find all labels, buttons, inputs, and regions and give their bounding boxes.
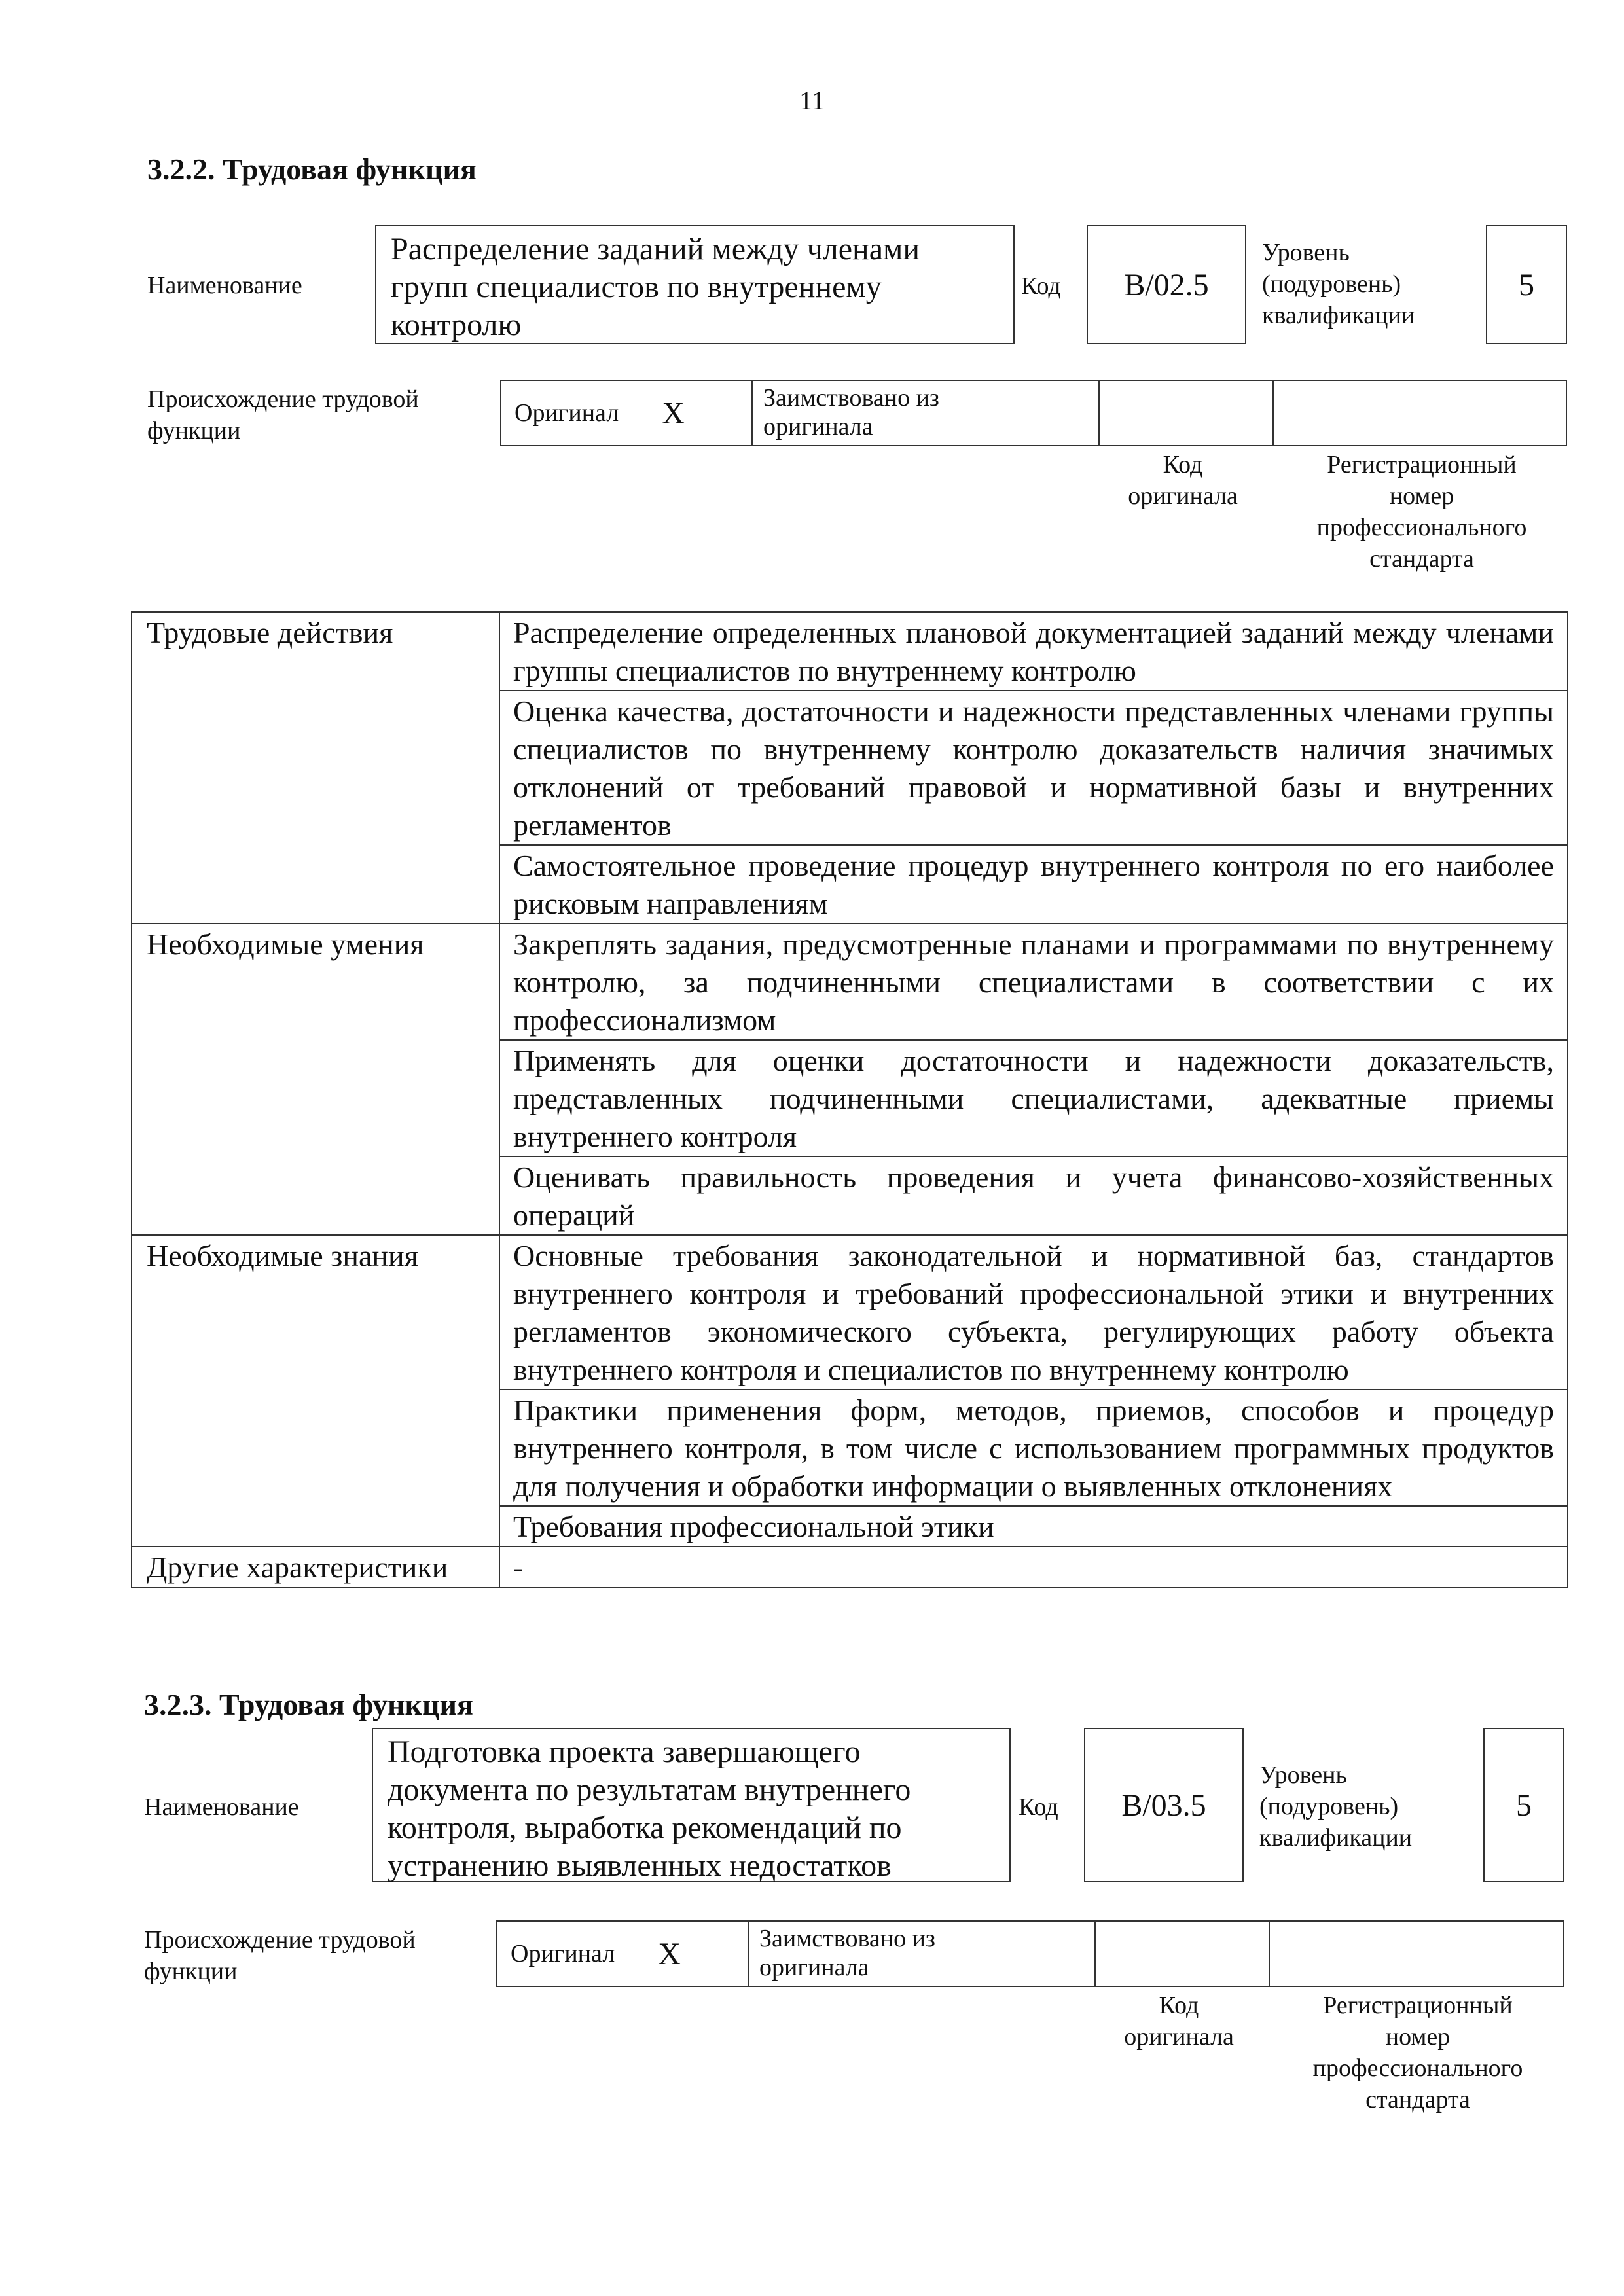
original-cell xyxy=(497,1922,749,1986)
origin-label: Происхождение трудовой функции xyxy=(144,1926,416,1985)
original-mark: X xyxy=(658,1936,681,1971)
qualification-level-label: Уровень (подуровень) квалификации xyxy=(1262,239,1415,329)
table-cell: Оценка качества, достаточности и надежности представленных членами группы специалистов по внутреннему контролю доказательств наличия значимых отклонений от требований правовой и нормативной базы и внутренних регламентов xyxy=(499,691,1568,845)
function-name-line: документа по результатам внутреннего xyxy=(388,1772,911,1807)
section-heading-3-2-2: 3.2.2. Трудовая функция xyxy=(147,152,477,186)
table-row xyxy=(132,924,1568,1040)
row-label-labor-actions: Трудовые действия xyxy=(132,612,499,924)
code-original-caption: Код оригинала xyxy=(1128,451,1238,510)
qualification-level-value: 5 xyxy=(1516,1787,1532,1823)
table-cell: Требования профессиональной этики xyxy=(499,1506,1568,1547)
name-label: Наименование xyxy=(144,1793,299,1821)
table-cell: Основные требования законодательной и нормативной баз, стандартов внутреннего контроля и требований профессиональной этики и внутренних регламентов экономического субъекта, регулирующих работу объекта внутреннего контроля и специалистов по внутреннему контролю xyxy=(499,1235,1568,1390)
table-row xyxy=(132,1235,1568,1390)
borrowed-cell: Заимствовано из оригинала xyxy=(753,381,1100,445)
section-heading-3-2-3: 3.2.3. Трудовая функция xyxy=(144,1688,473,1721)
table-cell: Оценивать правильность проведения и учета финансово-хозяйственных операций xyxy=(499,1157,1568,1235)
code-label: Код xyxy=(1019,1793,1058,1821)
function-name-line: Распределение заданий между членами xyxy=(391,232,920,266)
borrowed-cell: Заимствовано из оригинала xyxy=(749,1922,1096,1986)
page-number: 11 xyxy=(799,86,825,115)
requirements-table xyxy=(131,611,1568,1588)
code-original-cell xyxy=(1100,381,1274,445)
reg-number-caption: Регистрационный номер профессионального стандарта xyxy=(1312,1992,1523,2113)
table-cell: Закреплять задания, предусмотренные планами и программами по внутреннему контролю, за подчиненными специалистами в соответствии с их профессионализмом xyxy=(499,924,1568,1040)
origin-table xyxy=(496,1920,1564,1987)
table-cell: Распределение определенных плановой документацией заданий между членами группы специалистов по внутреннему контролю xyxy=(499,612,1568,691)
function-name-box xyxy=(375,225,1015,344)
name-label: Наименование xyxy=(147,272,302,299)
function-name-box xyxy=(372,1728,1011,1882)
function-name-line: групп специалистов по внутреннему xyxy=(391,270,882,304)
function-name-line: контроля, выработка рекомендаций по xyxy=(388,1810,902,1845)
reg-number-cell xyxy=(1274,381,1566,445)
original-mark: X xyxy=(662,395,685,431)
table-cell: - xyxy=(499,1547,1568,1587)
function-name-line: контролю xyxy=(391,308,522,342)
function-name-line: устранению выявленных недостатков xyxy=(388,1848,892,1883)
code-original-caption: Код оригинала xyxy=(1124,1992,1234,2051)
qualification-level-label: Уровень (подуровень) квалификации xyxy=(1259,1761,1413,1852)
row-label-skills: Необходимые умения xyxy=(132,924,499,1235)
table-cell: Практики применения форм, методов, приемов, способов и процедур внутреннего контроля, в том числе с использованием программных продуктов для получения и обработки информации о выявленных отклонениях xyxy=(499,1390,1568,1506)
table-cell: Применять для оценки достаточности и надежности доказательств, представленных подчиненными специалистами, адекватные приемы внутреннего контроля xyxy=(499,1040,1568,1157)
code-original-cell xyxy=(1096,1922,1270,1986)
qualification-level-box xyxy=(1486,225,1567,344)
origin-table xyxy=(500,380,1567,446)
code-value-box xyxy=(1084,1728,1244,1882)
qualification-level-value: 5 xyxy=(1519,267,1534,302)
qualification-level-box xyxy=(1483,1728,1564,1882)
row-label-knowledge: Необходимые знания xyxy=(132,1235,499,1547)
reg-number-caption: Регистрационный номер профессионального стандарта xyxy=(1316,451,1527,573)
function-name-line: Подготовка проекта завершающего xyxy=(388,1734,861,1769)
original-cell xyxy=(501,381,753,445)
table-row xyxy=(132,612,1568,691)
code-value: B/03.5 xyxy=(1121,1787,1206,1823)
table-row xyxy=(132,1547,1568,1587)
original-label: Оригинал xyxy=(511,1940,615,1967)
code-label: Код xyxy=(1021,272,1061,300)
code-value-box xyxy=(1087,225,1246,344)
row-label-other: Другие характеристики xyxy=(132,1547,499,1587)
original-label: Оригинал xyxy=(514,399,619,427)
code-value: B/02.5 xyxy=(1124,267,1209,302)
origin-label: Происхождение трудовой функции xyxy=(147,386,419,444)
reg-number-cell xyxy=(1270,1922,1563,1986)
table-cell: Самостоятельное проведение процедур внутреннего контроля по его наиболее рисковым направлениям xyxy=(499,845,1568,924)
